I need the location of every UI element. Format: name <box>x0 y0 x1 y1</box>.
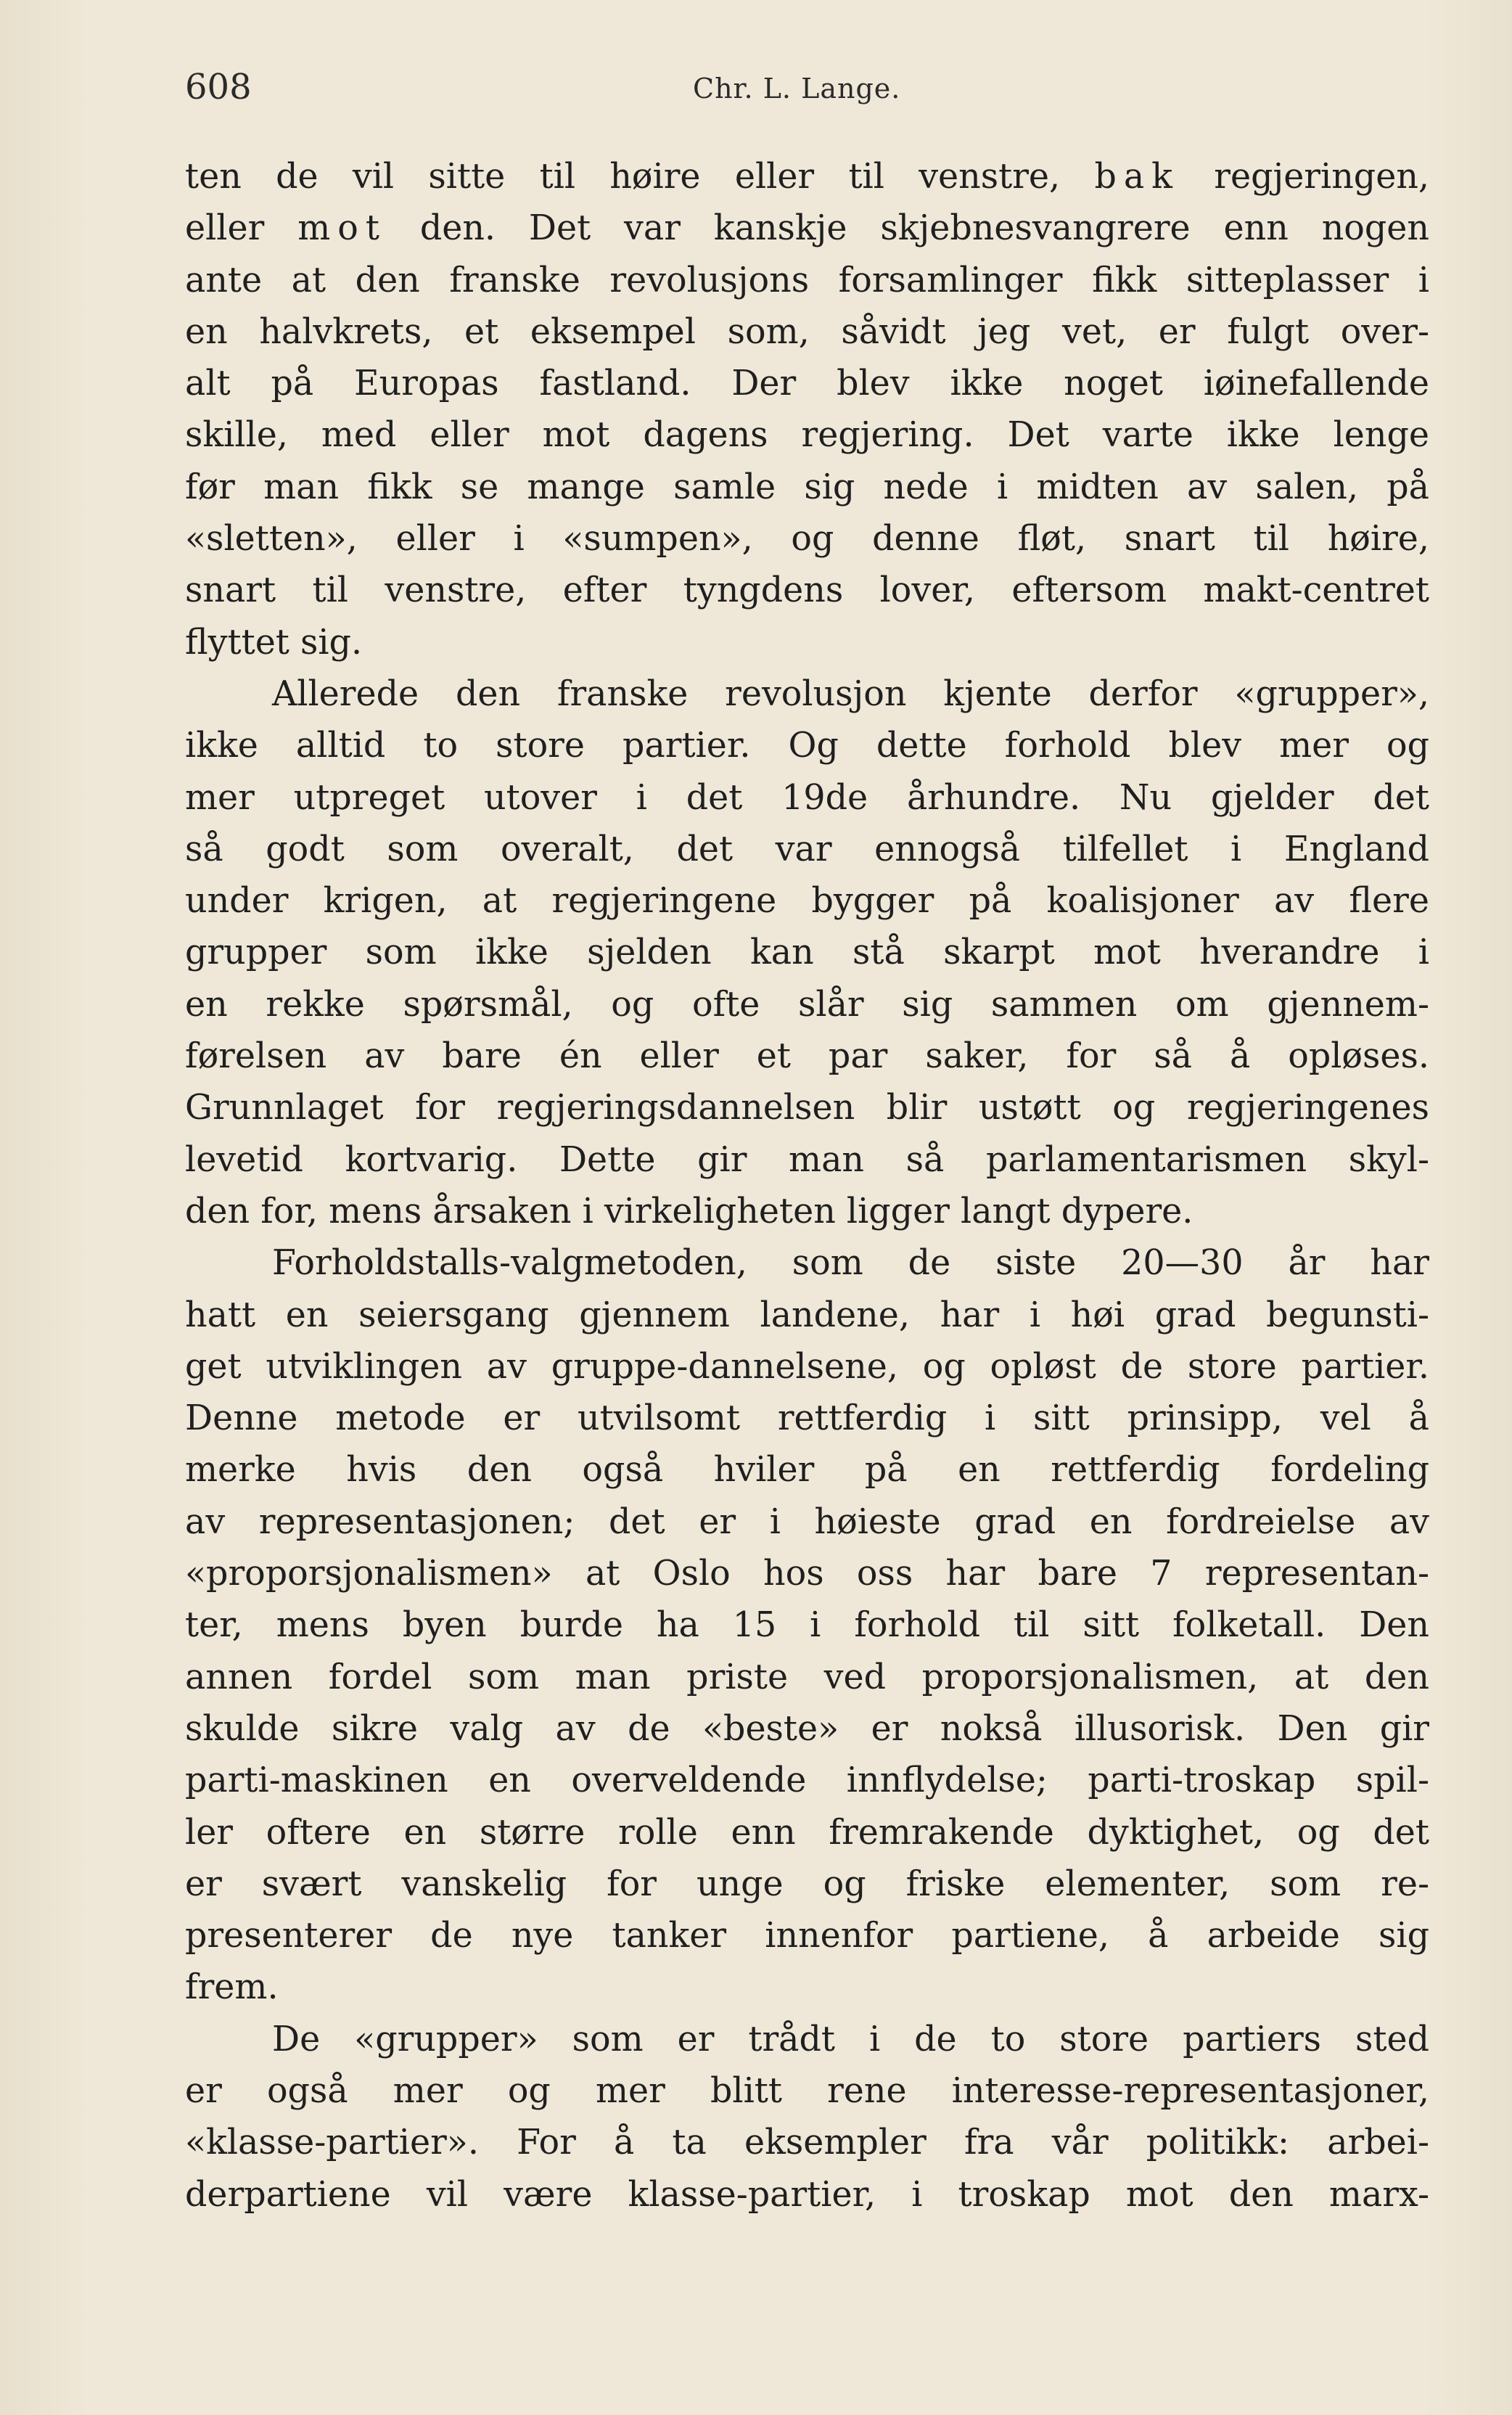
text-run: parti-maskinen en overveldende innflydelse; parti-troskap spil- <box>185 1760 1429 1801</box>
text-run: ler oftere en større rolle enn fremrakende dyktighet, og det <box>185 1812 1429 1853</box>
text-line <box>185 1548 1429 1599</box>
text-run: er også mer og mer blitt rene interesse-representasjoner, <box>185 2070 1429 2111</box>
text-run: levetid kortvarig. Dette gir man så parlamentarismen skyl- <box>185 1139 1429 1180</box>
text-run: ikke alltid to store partier. Og dette forhold blev mer og <box>185 726 1429 766</box>
text-line <box>185 2065 1429 2117</box>
text-run: merke hvis den også hviler på en rettferdig fordeling <box>185 1450 1429 1491</box>
text-line <box>185 1341 1429 1393</box>
text-run: ten de vil sitte til høire eller til venstre, <box>185 157 1095 197</box>
text-line <box>185 202 1429 254</box>
text-line <box>185 1755 1429 1806</box>
text-run: under krigen, at regjeringene bygger på koalisjoner av flere <box>185 881 1429 922</box>
paragraph <box>185 1237 1429 2013</box>
text-run: skulde sikre valg av de «beste» er nokså illusorisk. Den gir <box>185 1708 1429 1749</box>
paragraph <box>185 668 1429 1237</box>
text-run: ante at den franske revolusjons forsamlinger fikk sitteplasser i <box>185 260 1429 300</box>
text-line <box>185 1496 1429 1548</box>
text-line <box>185 1910 1429 1961</box>
text-line <box>185 513 1429 565</box>
text-line <box>185 409 1429 461</box>
text-run: ter, mens byen burde ha 15 i forhold til sitt folketall. Den <box>185 1605 1429 1646</box>
text-run: «klasse-partier». For å ta eksempler fra vår politikk: arbei- <box>185 2123 1429 2163</box>
text-run: snart til venstre, efter tyngdens lover, eftersom makt-centret <box>185 570 1429 611</box>
text-run: av representasjonen; det er i høieste grad en fordreielse av <box>185 1501 1429 1542</box>
text-run: skille, med eller mot dagens regjering. Det varte ikke lenge <box>185 415 1429 456</box>
text-run: den. Det var kanskje skjebnesvangrere enn nogen <box>386 208 1429 249</box>
text-run: før man fikk se mange samle sig nede i midten av salen, på <box>185 467 1429 507</box>
text-line <box>185 1030 1429 1082</box>
text-line <box>185 1289 1429 1341</box>
text-line <box>185 617 1429 668</box>
text-line <box>185 2117 1429 2168</box>
text-run: Allerede den franske revolusjon kjente derfor «grupper», <box>272 673 1429 714</box>
text-line <box>185 824 1429 875</box>
text-run: grupper som ikke sjelden kan stå skarpt mot hverandre i <box>185 932 1429 973</box>
text-line <box>185 1134 1429 1186</box>
text-line <box>185 1858 1429 1910</box>
text-line <box>185 1599 1429 1651</box>
text-line <box>185 306 1429 358</box>
text-line <box>185 2014 1429 2065</box>
text-line <box>185 2169 1429 2221</box>
text-line <box>185 979 1429 1030</box>
running-head <box>185 67 1429 118</box>
text-run: derpartiene vil være klasse-partier, i troskap mot den marx- <box>185 2174 1429 2215</box>
text-run: en rekke spørsmål, og ofte slår sig sammen om gjennem- <box>185 984 1429 1025</box>
text-line <box>185 1082 1429 1133</box>
text-line <box>185 1652 1429 1703</box>
text-line <box>185 1444 1429 1496</box>
spaced-emphasis: mot <box>297 208 387 249</box>
paragraph <box>185 2014 1429 2221</box>
text-run: frem. <box>185 1967 279 2008</box>
text-run: Grunnlaget for regjeringsdannelsen blir ustøtt og regjeringenes <box>185 1088 1429 1128</box>
text-line <box>185 1186 1429 1237</box>
text-run: førelsen av bare én eller et par saker, for så å opløses. <box>185 1036 1429 1077</box>
text-run: mer utpreget utover i det 19de århundre. Nu gjelder det <box>185 777 1429 818</box>
paragraph <box>185 151 1429 668</box>
text-line <box>185 151 1429 202</box>
text-run: Denne metode er utvilsomt rettferdig i sitt prinsipp, vel å <box>185 1398 1429 1439</box>
body-text <box>185 151 1429 2221</box>
text-line <box>185 772 1429 824</box>
text-line <box>185 668 1429 720</box>
text-run: get utviklingen av gruppe-dannelsene, og opløst de store partier. <box>185 1346 1429 1387</box>
text-line <box>185 1237 1429 1289</box>
text-run: så godt som overalt, det var ennogså tilfellet i England <box>185 829 1429 869</box>
text-line <box>185 255 1429 306</box>
text-run: regjeringen, <box>1179 157 1430 197</box>
text-run: annen fordel som man priste ved proporsjonalismen, at den <box>185 1657 1429 1697</box>
text-run: en halvkrets, et eksempel som, såvidt jeg vet, er fulgt over- <box>185 311 1429 352</box>
running-title: Chr. L. Lange. <box>693 73 901 104</box>
text-line <box>185 1961 1429 2013</box>
text-run: eller <box>185 208 298 249</box>
text-run: flyttet sig. <box>185 622 363 663</box>
text-run: den for, mens årsaken i virkeligheten ligger langt dypere. <box>185 1191 1193 1231</box>
text-line <box>185 358 1429 409</box>
text-run: De «grupper» som er trådt i de to store partiers sted <box>272 2019 1429 2059</box>
text-run: «sletten», eller i «sumpen», og denne fløt, snart til høire, <box>185 519 1429 559</box>
page-number: 608 <box>185 67 252 107</box>
spaced-emphasis: bak <box>1094 157 1180 197</box>
text-line <box>185 720 1429 771</box>
text-run: er svært vanskelig for unge og friske elementer, som re- <box>185 1863 1429 1904</box>
text-line <box>185 1807 1429 1858</box>
text-line <box>185 927 1429 978</box>
text-line <box>185 565 1429 616</box>
text-run: alt på Europas fastland. Der blev ikke noget iøinefallende <box>185 364 1429 404</box>
text-line <box>185 462 1429 513</box>
text-run: hatt en seiersgang gjennem landene, har i høi grad begunsti- <box>185 1295 1429 1335</box>
text-run: «proporsjonalismen» at Oslo hos oss har bare 7 representan- <box>185 1554 1429 1594</box>
text-line <box>185 1703 1429 1755</box>
text-line <box>185 1393 1429 1444</box>
text-run: Forholdstalls-valgmetoden, som de siste 20—30 år har <box>272 1243 1429 1284</box>
text-line <box>185 875 1429 927</box>
text-run: presenterer de nye tanker innenfor partiene, å arbeide sig <box>185 1916 1429 1956</box>
